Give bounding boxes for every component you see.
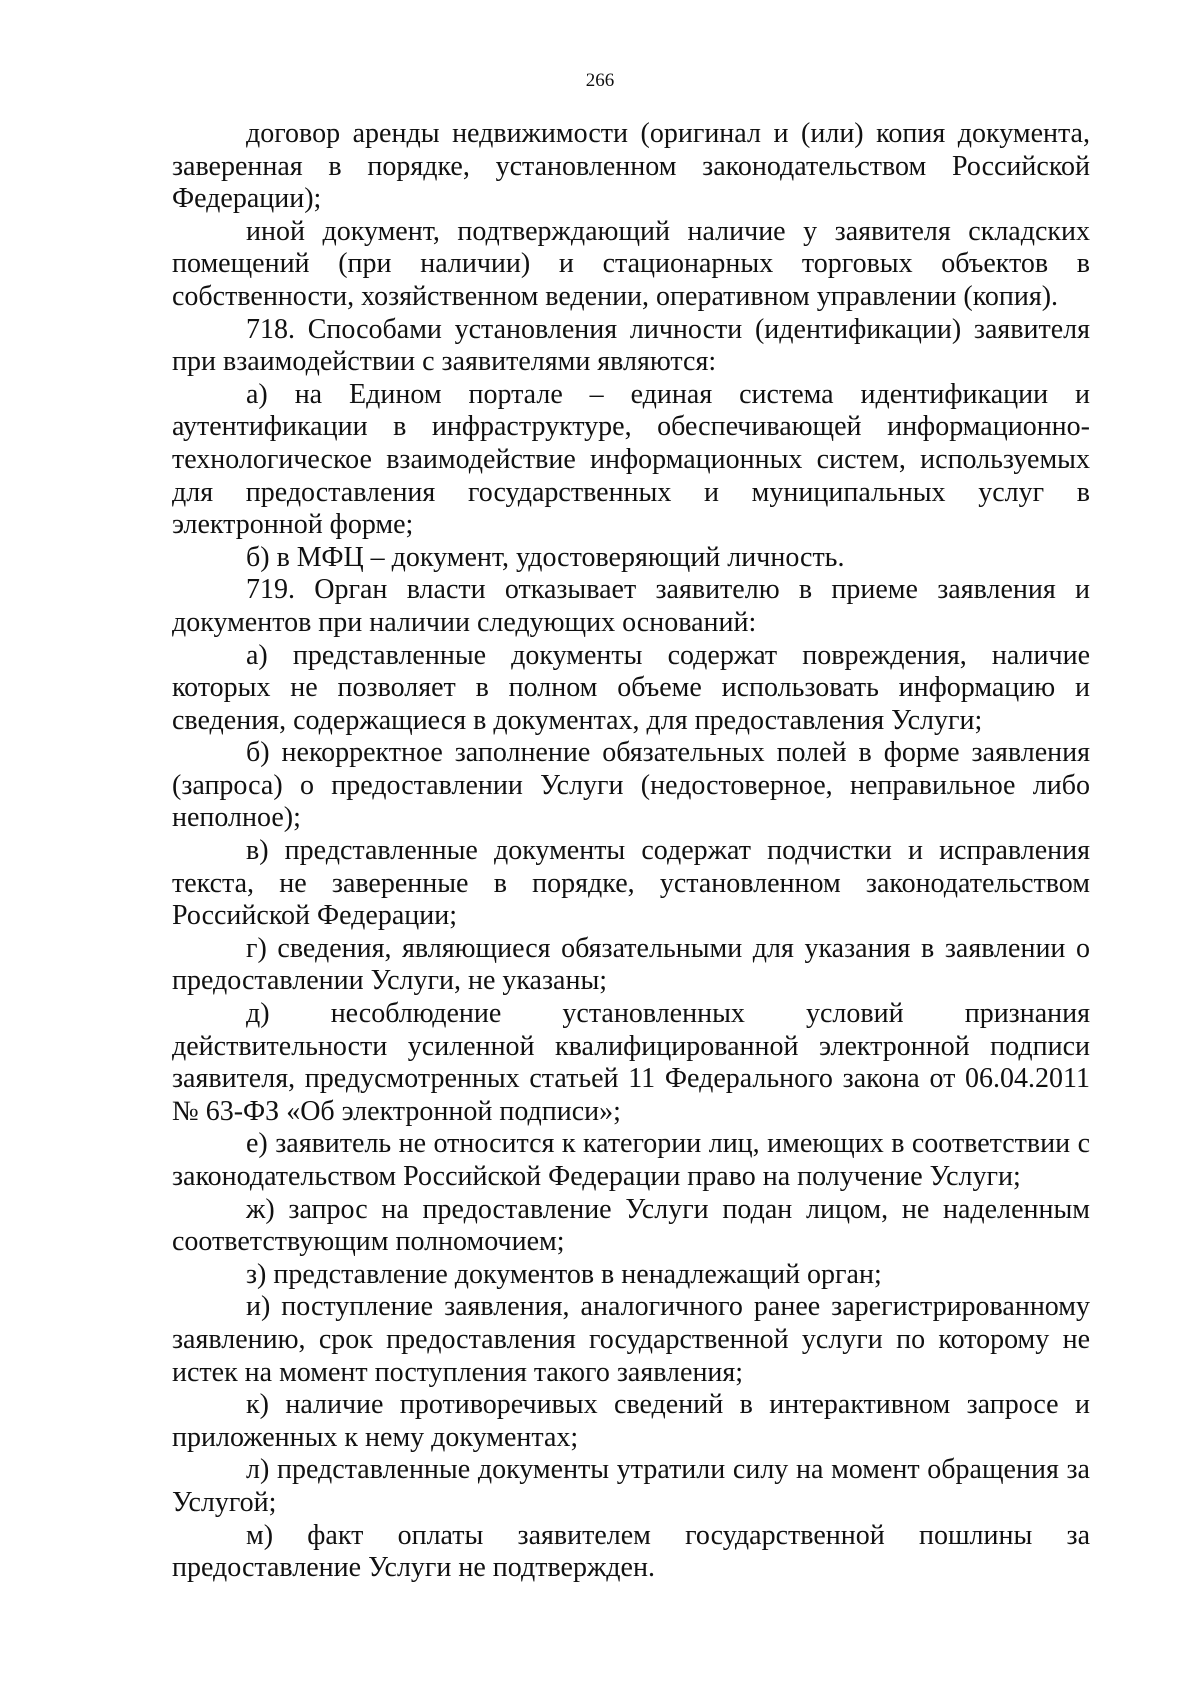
paragraph-719-b: б) некорректное заполнение обязательных полей в форме заявления (запроса) о предоставлении Услуги (недостоверное, неправильное либо неполное); xyxy=(172,737,1090,834)
paragraph-719-z: з) представление документов в ненадлежащий орган; xyxy=(246,1258,882,1290)
paragraph-719-l: л) представленные документы утратили силу на момент обращения за Услугой; xyxy=(172,1454,1090,1518)
paragraph-719: 719. Орган власти отказывает заявителю в приеме заявления и документов при наличии следующих оснований: xyxy=(172,574,1090,638)
paragraph-719-k: к) наличие противоречивых сведений в интерактивном запросе и приложенных к нему документах; xyxy=(172,1389,1090,1453)
page-number: 266 xyxy=(585,70,615,91)
paragraph-719-e: е) заявитель не относится к категории лиц, имеющих в соответствии с законодательством Российской Федерации право на получение Услуги; xyxy=(172,1128,1090,1192)
paragraph-719-i: и) поступление заявления, аналогичного ранее зарегистрированному заявлению, срок предоставления государственной услуги по которому не истек на момент поступления такого заявления; xyxy=(172,1291,1090,1388)
paragraph-719-m: м) факт оплаты заявителем государственной пошлины за предоставление Услуги не подтвержден. xyxy=(172,1519,1090,1584)
paragraph-719-v: в) представленные документы содержат подчистки и исправления текста, не заверенные в порядке, установленном законодательством Российской Федерации; xyxy=(172,835,1090,932)
paragraph-lease-agreement: договор аренды недвижимости (оригинал и (или) копия документа, заверенная в порядке, установленном законодательством Российской Федерации); xyxy=(172,118,1090,215)
document-body xyxy=(172,118,1090,1585)
paragraph-719-d: д) несоблюдение установленных условий признания действительности усиленной квалифицированной электронной подписи заявителя, предусмотренных статьей 11 Федерального закона от 06.04.2011 № 63-ФЗ «Об электронной подписи»; xyxy=(172,998,1090,1127)
paragraph-719-a: а) представленные документы содержат повреждения, наличие которых не позволяет в полном объеме использовать информацию и сведения, содержащиеся в документах, для предоставления Услуги; xyxy=(172,639,1090,736)
paragraph-718: 718. Способами установления личности (идентификации) заявителя при взаимодействии с заявителями являются: xyxy=(172,313,1090,378)
paragraph-other-document: иной документ, подтверждающий наличие у заявителя складских помещений (при наличии) и стационарных торговых объектов в собственности, хозяйственном ведении, оперативном управлении (копия). xyxy=(172,215,1090,312)
paragraph-718-a: а) на Едином портале – единая система идентификации и аутентификации в инфраструктуре, обеспечивающей информационно-технологическое взаимодействие информационных систем, используемых для предоставления государственных и муниципальных услуг в электронной форме; xyxy=(172,378,1090,541)
paragraph-719-g: г) сведения, являющиеся обязательными для указания в заявлении о предоставлении Услуги, не указаны; xyxy=(172,932,1090,997)
paragraph-718-b: б) в МФЦ – документ, удостоверяющий личность. xyxy=(246,541,845,573)
paragraph-719-zh: ж) запрос на предоставление Услуги подан лицом, не наделенным соответствующим полномочием; xyxy=(172,1193,1090,1258)
